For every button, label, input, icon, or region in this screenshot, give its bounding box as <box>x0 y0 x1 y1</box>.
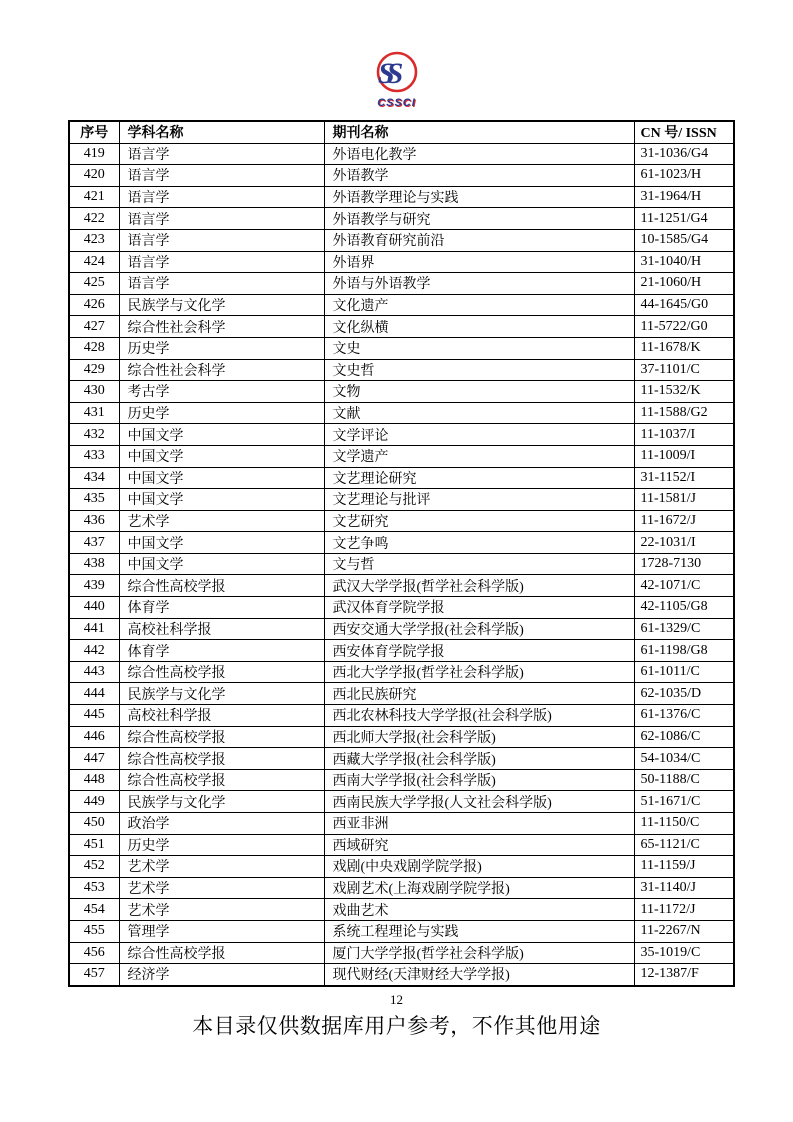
table-row <box>69 208 734 230</box>
cn-issn-cell: 61-1011/C <box>634 661 734 683</box>
row-number-cell: 445 <box>69 705 119 727</box>
table-row <box>69 705 734 727</box>
col-header-number: 序号 <box>69 121 119 143</box>
table-row <box>69 489 734 511</box>
col-header-discipline: 学科名称 <box>119 121 324 143</box>
col-header-cn-issn: CN 号/ ISSN <box>634 121 734 143</box>
row-number-cell: 446 <box>69 726 119 748</box>
journal-cell: 西北农林科技大学学报(社会科学版) <box>324 705 634 727</box>
journal-cell: 西北大学学报(哲学社会科学版) <box>324 661 634 683</box>
table-row <box>69 424 734 446</box>
cn-issn-cell: 61-1198/G8 <box>634 640 734 662</box>
table-row <box>69 467 734 489</box>
row-number-cell: 425 <box>69 273 119 295</box>
discipline-cell: 语言学 <box>119 186 324 208</box>
table-row <box>69 229 734 251</box>
journal-cell: 文艺理论与批评 <box>324 489 634 511</box>
discipline-cell: 民族学与文化学 <box>119 294 324 316</box>
journal-cell: 外语教学 <box>324 165 634 187</box>
cn-issn-cell: 35-1019/C <box>634 942 734 964</box>
row-number-cell: 427 <box>69 316 119 338</box>
table-row <box>69 273 734 295</box>
cn-issn-cell: 11-2267/N <box>634 920 734 942</box>
discipline-cell: 艺术学 <box>119 856 324 878</box>
table-row <box>69 359 734 381</box>
journal-cell: 外语教育研究前沿 <box>324 229 634 251</box>
discipline-cell: 语言学 <box>119 143 324 165</box>
journal-cell: 外语与外语教学 <box>324 273 634 295</box>
row-number-cell: 454 <box>69 899 119 921</box>
journal-cell: 文史 <box>324 337 634 359</box>
discipline-cell: 高校社科学报 <box>119 705 324 727</box>
cn-issn-cell: 62-1035/D <box>634 683 734 705</box>
table-row <box>69 791 734 813</box>
cn-issn-cell: 44-1645/G0 <box>634 294 734 316</box>
journal-cell: 西亚非洲 <box>324 813 634 835</box>
row-number-cell: 451 <box>69 834 119 856</box>
discipline-cell: 民族学与文化学 <box>119 791 324 813</box>
discipline-cell: 综合性高校学报 <box>119 769 324 791</box>
cn-issn-cell: 11-1009/I <box>634 445 734 467</box>
row-number-cell: 424 <box>69 251 119 273</box>
table-row <box>69 575 734 597</box>
discipline-cell: 语言学 <box>119 229 324 251</box>
cn-issn-cell: 11-1532/K <box>634 381 734 403</box>
table-row <box>69 316 734 338</box>
discipline-cell: 历史学 <box>119 834 324 856</box>
table-row <box>69 813 734 835</box>
discipline-cell: 艺术学 <box>119 899 324 921</box>
cssci-wordmark: CSSCI <box>377 97 416 109</box>
journal-cell: 西南民族大学学报(人文社会科学版) <box>324 791 634 813</box>
table-row <box>69 726 734 748</box>
cn-issn-cell: 31-1152/I <box>634 467 734 489</box>
table-row <box>69 618 734 640</box>
discipline-cell: 综合性高校学报 <box>119 661 324 683</box>
journal-cell: 戏剧艺术(上海戏剧学院学报) <box>324 877 634 899</box>
discipline-cell: 综合性高校学报 <box>119 942 324 964</box>
cssci-logo <box>362 50 432 109</box>
journal-cell: 外语教学理论与实践 <box>324 186 634 208</box>
discipline-cell: 艺术学 <box>119 877 324 899</box>
discipline-cell: 语言学 <box>119 273 324 295</box>
cssci-logo-mark <box>367 50 427 96</box>
table-row <box>69 251 734 273</box>
cn-issn-cell: 65-1121/C <box>634 834 734 856</box>
journal-cell: 文化纵横 <box>324 316 634 338</box>
cn-issn-cell: 54-1034/C <box>634 748 734 770</box>
journal-cell: 文艺研究 <box>324 510 634 532</box>
table-row <box>69 769 734 791</box>
discipline-cell: 历史学 <box>119 337 324 359</box>
logo-ss-letters: SS <box>377 57 395 90</box>
cn-issn-cell: 31-1140/J <box>634 877 734 899</box>
col-header-journal: 期刊名称 <box>324 121 634 143</box>
journal-cell: 厦门大学学报(哲学社会科学版) <box>324 942 634 964</box>
journal-cell: 武汉体育学院学报 <box>324 597 634 619</box>
table-row <box>69 337 734 359</box>
row-number-cell: 444 <box>69 683 119 705</box>
discipline-cell: 中国文学 <box>119 489 324 511</box>
row-number-cell: 455 <box>69 920 119 942</box>
row-number-cell: 447 <box>69 748 119 770</box>
journal-cell: 西安交通大学学报(社会科学版) <box>324 618 634 640</box>
cn-issn-cell: 11-1588/G2 <box>634 402 734 424</box>
row-number-cell: 431 <box>69 402 119 424</box>
cn-issn-cell: 62-1086/C <box>634 726 734 748</box>
row-number-cell: 429 <box>69 359 119 381</box>
footer-notice: 本目录仅供数据库用户参考，不作其他用途 <box>192 1015 601 1038</box>
journal-cell: 文史哲 <box>324 359 634 381</box>
table-row <box>69 294 734 316</box>
cn-issn-cell: 31-1040/H <box>634 251 734 273</box>
cn-issn-cell: 22-1031/I <box>634 532 734 554</box>
discipline-cell: 语言学 <box>119 165 324 187</box>
row-number-cell: 436 <box>69 510 119 532</box>
cn-issn-cell: 11-1678/K <box>634 337 734 359</box>
row-number-cell: 439 <box>69 575 119 597</box>
cn-issn-cell: 11-1150/C <box>634 813 734 835</box>
table-row <box>69 640 734 662</box>
table-row <box>69 381 734 403</box>
table-row <box>69 964 734 986</box>
row-number-cell: 432 <box>69 424 119 446</box>
cn-issn-cell: 11-1037/I <box>634 424 734 446</box>
journal-cell: 外语电化教学 <box>324 143 634 165</box>
row-number-cell: 430 <box>69 381 119 403</box>
table-row <box>69 186 734 208</box>
discipline-cell: 中国文学 <box>119 424 324 446</box>
journal-cell: 文物 <box>324 381 634 403</box>
journals-table <box>68 120 735 987</box>
table-row <box>69 748 734 770</box>
row-number-cell: 450 <box>69 813 119 835</box>
row-number-cell: 433 <box>69 445 119 467</box>
row-number-cell: 453 <box>69 877 119 899</box>
discipline-cell: 中国文学 <box>119 445 324 467</box>
row-number-cell: 428 <box>69 337 119 359</box>
journal-cell: 西藏大学学报(社会科学版) <box>324 748 634 770</box>
table-row <box>69 877 734 899</box>
table-row <box>69 942 734 964</box>
cn-issn-cell: 21-1060/H <box>634 273 734 295</box>
journal-cell: 文化遗产 <box>324 294 634 316</box>
discipline-cell: 体育学 <box>119 597 324 619</box>
discipline-cell: 管理学 <box>119 920 324 942</box>
row-number-cell: 438 <box>69 553 119 575</box>
table-row <box>69 165 734 187</box>
discipline-cell: 综合性高校学报 <box>119 575 324 597</box>
row-number-cell: 423 <box>69 229 119 251</box>
table-row <box>69 553 734 575</box>
row-number-cell: 422 <box>69 208 119 230</box>
journal-cell: 戏剧(中央戏剧学院学报) <box>324 856 634 878</box>
journal-cell: 外语界 <box>324 251 634 273</box>
discipline-cell: 中国文学 <box>119 467 324 489</box>
table-row <box>69 532 734 554</box>
cn-issn-cell: 10-1585/G4 <box>634 229 734 251</box>
journal-cell: 西南大学学报(社会科学版) <box>324 769 634 791</box>
discipline-cell: 体育学 <box>119 640 324 662</box>
journal-cell: 文学评论 <box>324 424 634 446</box>
cn-issn-cell: 31-1036/G4 <box>634 143 734 165</box>
journal-cell: 文艺争鸣 <box>324 532 634 554</box>
cn-issn-cell: 42-1071/C <box>634 575 734 597</box>
discipline-cell: 中国文学 <box>119 532 324 554</box>
table-row <box>69 920 734 942</box>
row-number-cell: 421 <box>69 186 119 208</box>
journal-cell: 现代财经(天津财经大学学报) <box>324 964 634 986</box>
journal-cell: 西北民族研究 <box>324 683 634 705</box>
cn-issn-cell: 31-1964/H <box>634 186 734 208</box>
table-row <box>69 834 734 856</box>
table-row <box>69 445 734 467</box>
cn-issn-cell: 37-1101/C <box>634 359 734 381</box>
discipline-cell: 经济学 <box>119 964 324 986</box>
journal-cell: 文献 <box>324 402 634 424</box>
discipline-cell: 综合性社会科学 <box>119 316 324 338</box>
table-row <box>69 597 734 619</box>
row-number-cell: 449 <box>69 791 119 813</box>
journal-cell: 西北师大学报(社会科学版) <box>324 726 634 748</box>
cn-issn-cell: 61-1329/C <box>634 618 734 640</box>
table-row <box>69 402 734 424</box>
discipline-cell: 政治学 <box>119 813 324 835</box>
discipline-cell: 艺术学 <box>119 510 324 532</box>
discipline-cell: 综合性高校学报 <box>119 726 324 748</box>
page-number: 12 <box>390 992 403 1007</box>
journal-cell: 文艺理论研究 <box>324 467 634 489</box>
row-number-cell: 440 <box>69 597 119 619</box>
cn-issn-cell: 51-1671/C <box>634 791 734 813</box>
discipline-cell: 民族学与文化学 <box>119 683 324 705</box>
row-number-cell: 420 <box>69 165 119 187</box>
discipline-cell: 中国文学 <box>119 553 324 575</box>
table-header-row <box>69 121 734 143</box>
cn-issn-cell: 12-1387/F <box>634 964 734 986</box>
cn-issn-cell: 61-1023/H <box>634 165 734 187</box>
discipline-cell: 综合性高校学报 <box>119 748 324 770</box>
table-row <box>69 899 734 921</box>
cn-issn-cell: 11-1159/J <box>634 856 734 878</box>
journal-cell: 文与哲 <box>324 553 634 575</box>
table-row <box>69 661 734 683</box>
cn-issn-cell: 61-1376/C <box>634 705 734 727</box>
row-number-cell: 419 <box>69 143 119 165</box>
table-row <box>69 143 734 165</box>
cn-issn-cell: 11-1251/G4 <box>634 208 734 230</box>
cn-issn-cell: 42-1105/G8 <box>634 597 734 619</box>
row-number-cell: 441 <box>69 618 119 640</box>
row-number-cell: 442 <box>69 640 119 662</box>
journal-cell: 文学遗产 <box>324 445 634 467</box>
journal-cell: 西域研究 <box>324 834 634 856</box>
table-row <box>69 856 734 878</box>
cn-issn-cell: 11-1172/J <box>634 899 734 921</box>
table-row <box>69 683 734 705</box>
cn-issn-cell: 11-5722/G0 <box>634 316 734 338</box>
cn-issn-cell: 11-1672/J <box>634 510 734 532</box>
journal-cell: 系统工程理论与实践 <box>324 920 634 942</box>
row-number-cell: 443 <box>69 661 119 683</box>
row-number-cell: 434 <box>69 467 119 489</box>
cn-issn-cell: 11-1581/J <box>634 489 734 511</box>
row-number-cell: 448 <box>69 769 119 791</box>
discipline-cell: 历史学 <box>119 402 324 424</box>
discipline-cell: 语言学 <box>119 251 324 273</box>
journal-cell: 戏曲艺术 <box>324 899 634 921</box>
cn-issn-cell: 1728-7130 <box>634 553 734 575</box>
row-number-cell: 426 <box>69 294 119 316</box>
table-row <box>69 510 734 532</box>
row-number-cell: 452 <box>69 856 119 878</box>
journal-cell: 外语教学与研究 <box>324 208 634 230</box>
discipline-cell: 考古学 <box>119 381 324 403</box>
row-number-cell: 456 <box>69 942 119 964</box>
row-number-cell: 437 <box>69 532 119 554</box>
discipline-cell: 语言学 <box>119 208 324 230</box>
row-number-cell: 435 <box>69 489 119 511</box>
journal-cell: 武汉大学学报(哲学社会科学版) <box>324 575 634 597</box>
discipline-cell: 综合性社会科学 <box>119 359 324 381</box>
journal-cell: 西安体育学院学报 <box>324 640 634 662</box>
row-number-cell: 457 <box>69 964 119 986</box>
table-body <box>69 143 734 986</box>
cn-issn-cell: 50-1188/C <box>634 769 734 791</box>
discipline-cell: 高校社科学报 <box>119 618 324 640</box>
